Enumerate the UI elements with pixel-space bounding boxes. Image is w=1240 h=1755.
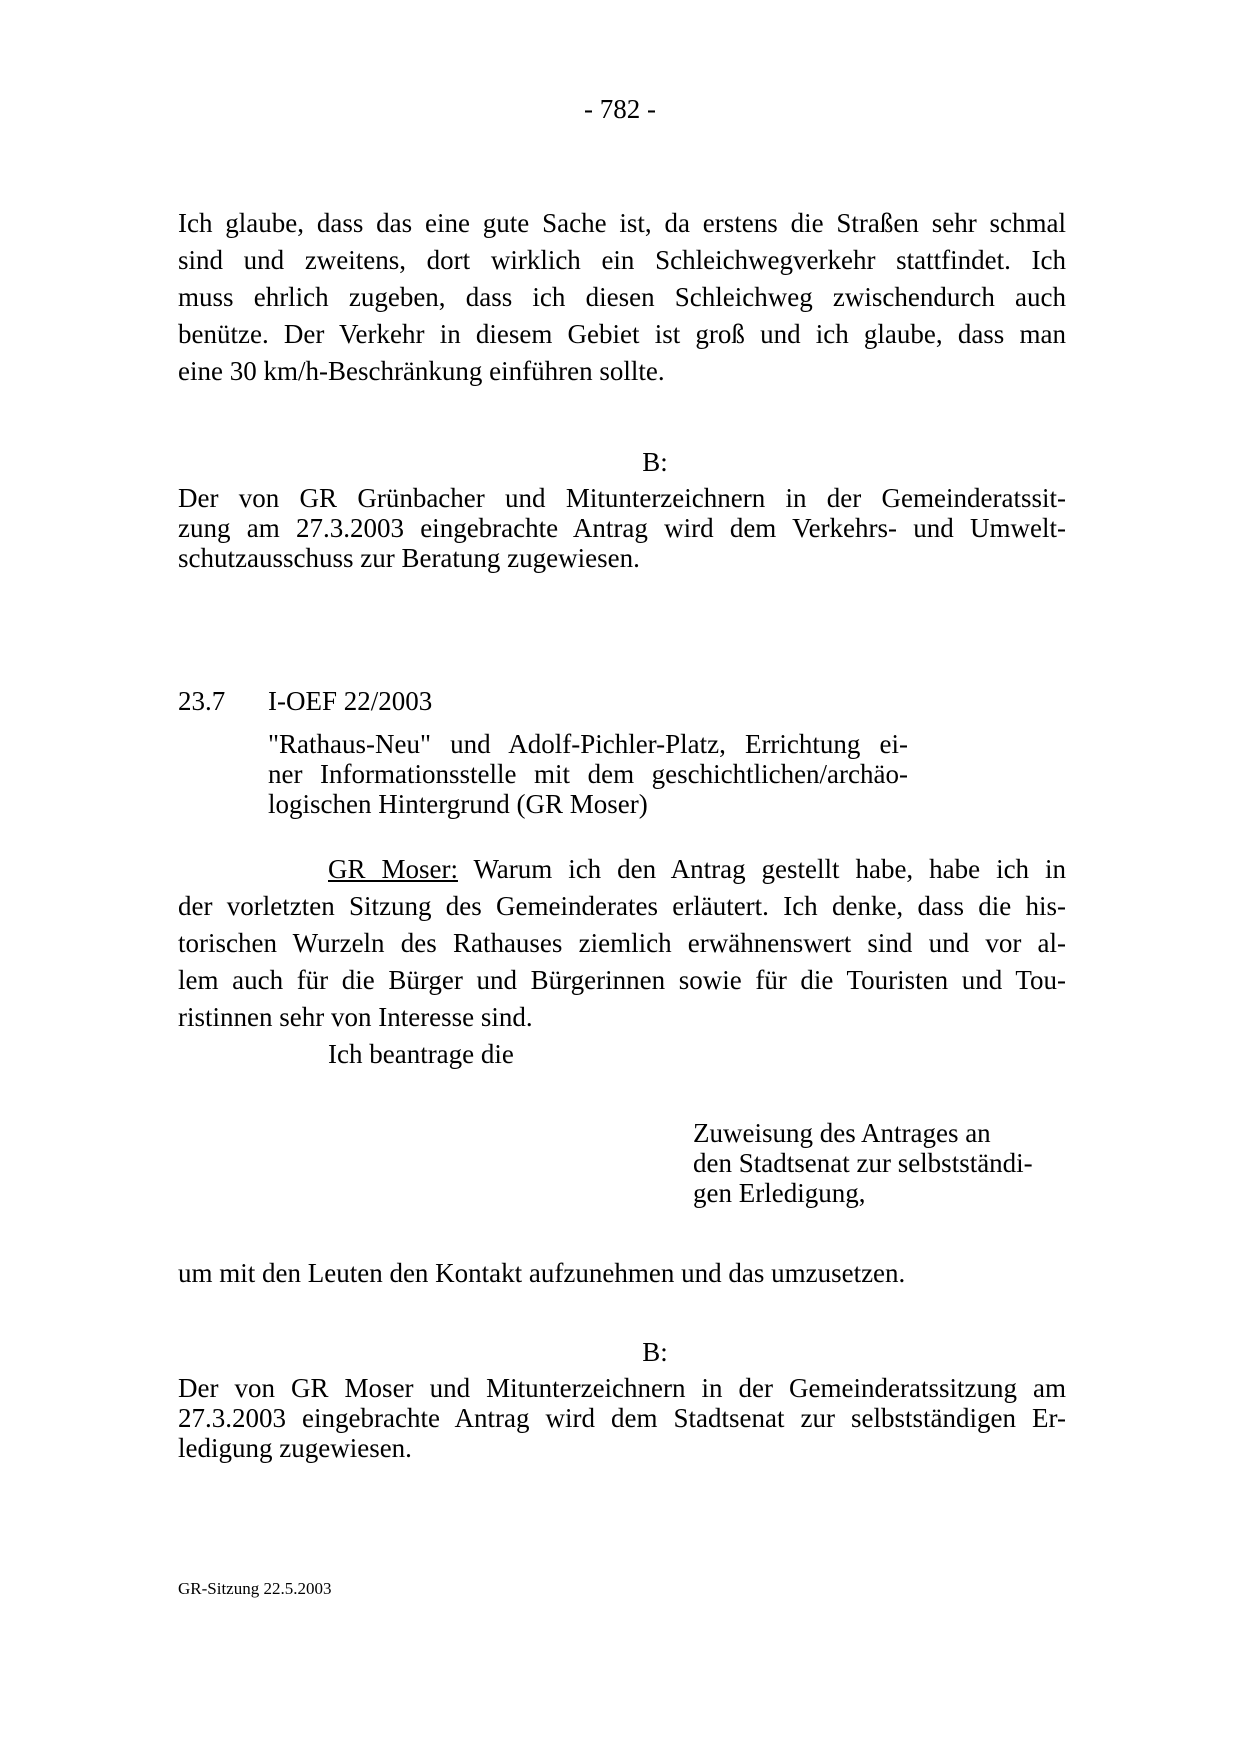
text-line: schutzausschuss zur Beratung zugewiesen. xyxy=(178,543,640,573)
decision-label: B: xyxy=(642,447,668,477)
item-number: 23.7 xyxy=(178,686,226,716)
speaker-name: GR Moser: xyxy=(328,854,458,884)
speech-first-line xyxy=(178,851,1066,888)
item-title xyxy=(268,729,908,819)
motion-text xyxy=(693,1118,1067,1208)
text-line: ledigung zugewiesen. xyxy=(178,1433,412,1463)
text-line: muss ehrlich zugeben, dass ich diesen Schleichweg zwischendurch auch xyxy=(178,282,1066,312)
text-line: Der von GR Moser und Mitunterzeichnern in der Gemeinderatssitzung am xyxy=(178,1373,1066,1403)
text-line: Ich glaube, dass das eine gute Sache ist, da erstens die Straßen sehr schmal xyxy=(178,208,1066,238)
decision-label: B: xyxy=(642,1337,668,1367)
text-line: 27.3.2003 eingebrachte Antrag wird dem Stadtsenat zur selbstständigen Er- xyxy=(178,1403,1066,1433)
motion-line: gen Erledigung, xyxy=(693,1178,866,1208)
text-fragment: Warum ich den Antrag gestellt habe, habe ich in xyxy=(457,854,1067,884)
closing-line xyxy=(178,1255,1066,1292)
intro-paragraph xyxy=(178,205,1066,390)
item-code: I-OEF 22/2003 xyxy=(268,686,433,716)
text-line: torischen Wurzeln des Rathauses ziemlich erwähnenswert sind und vor al- xyxy=(178,928,1066,958)
title-line: ner Informationsstelle mit dem geschichtlichen/archäo- xyxy=(268,759,908,789)
motion-intro: Ich beantrage die xyxy=(328,1039,514,1069)
motion-line: den Stadtsenat zur selbstständi- xyxy=(693,1148,1033,1178)
speech-paragraph xyxy=(178,851,1066,1073)
page-number: - 782 - xyxy=(584,94,656,124)
text-line: Der von GR Grünbacher und Mitunterzeichnern in der Gemeinderatssit- xyxy=(178,483,1066,513)
text-line: sind und zweitens, dort wirklich ein Schleichwegverkehr stattfindet. Ich xyxy=(178,245,1066,275)
text-line: lem auch für die Bürger und Bürgerinnen sowie für die Touristen und Tou- xyxy=(178,965,1066,995)
title-line: logischen Hintergrund (GR Moser) xyxy=(268,789,648,819)
text-line: ristinnen sehr von Interesse sind. xyxy=(178,1002,533,1032)
footer: GR-Sitzung 22.5.2003 xyxy=(178,1579,332,1598)
text-line: zung am 27.3.2003 eingebrachte Antrag wird dem Verkehrs- und Umwelt- xyxy=(178,513,1066,543)
decision-text xyxy=(178,1373,1066,1463)
decision-text xyxy=(178,483,1066,573)
text-line: der vorletzten Sitzung des Gemeinderates erläutert. Ich denke, dass die his- xyxy=(178,891,1066,921)
title-line: "Rathaus-Neu" und Adolf-Pichler-Platz, Errichtung ei- xyxy=(268,729,908,759)
text-line: um mit den Leuten den Kontakt aufzunehmen und das umzusetzen. xyxy=(178,1258,906,1288)
text-line: eine 30 km/h-Beschränkung einführen sollte. xyxy=(178,356,665,386)
motion-line: Zuweisung des Antrages an xyxy=(693,1118,991,1148)
text-line: benütze. Der Verkehr in diesem Gebiet ist groß und ich glaube, dass man xyxy=(178,319,1066,349)
